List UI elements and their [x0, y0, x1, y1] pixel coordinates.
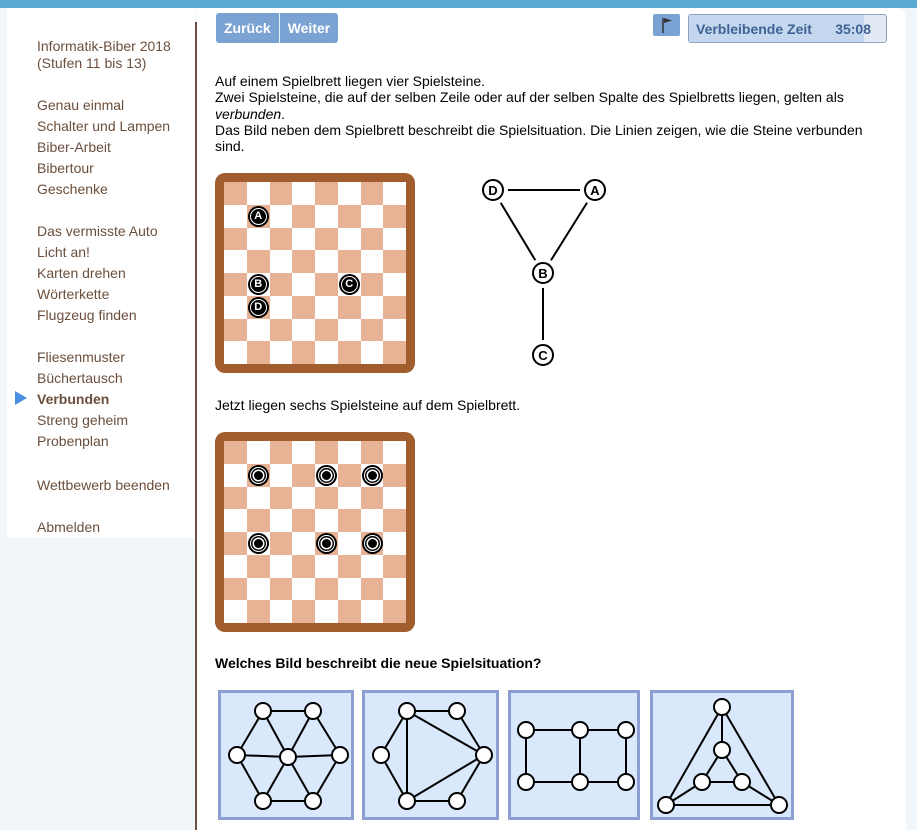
answer-option-4[interactable] [650, 690, 794, 820]
board-cell [383, 250, 406, 273]
board-cell [247, 555, 270, 578]
board-cell [338, 250, 361, 273]
board-cell [383, 487, 406, 510]
board-cell [338, 341, 361, 364]
board-cell [315, 341, 338, 364]
board-cell [315, 250, 338, 273]
board-cell [224, 509, 247, 532]
board-cell [361, 509, 384, 532]
answer-option-3[interactable] [508, 690, 640, 820]
board-cell [270, 578, 293, 601]
board-cell [247, 228, 270, 251]
board-cell [338, 487, 361, 510]
game-piece [318, 467, 335, 484]
game-piece-a: A [250, 208, 267, 225]
board-cell [247, 600, 270, 623]
board-cell [270, 205, 293, 228]
board-cell [224, 250, 247, 273]
intro-line-2-end: . [281, 105, 286, 122]
intro-line-3: Das Bild neben dem Spielbrett beschreibt die Spielsituation. Die Linien zeigen, wie die Steine verbunden sind. [215, 121, 863, 155]
graph-node-b [531, 261, 555, 285]
sidebar-item-streng-geheim[interactable]: Streng geheim [37, 412, 129, 428]
game-piece [318, 535, 335, 552]
board-cell [315, 273, 338, 296]
board-cell [338, 296, 361, 319]
board-cell [338, 600, 361, 623]
game-piece [364, 467, 381, 484]
board-cell [315, 205, 338, 228]
board-cell [247, 441, 270, 464]
board-cell [361, 228, 384, 251]
board-cell [224, 296, 247, 319]
board-cell [247, 509, 270, 532]
board-cell [383, 532, 406, 555]
board-grid [224, 441, 406, 623]
board-cell [270, 555, 293, 578]
board-cell [361, 464, 384, 487]
board-cell [315, 487, 338, 510]
board-cell [361, 250, 384, 273]
sidebar-item-verbunden[interactable]: Verbunden [37, 391, 110, 407]
sidebar-item-schalter-und-lampen[interactable]: Schalter und Lampen [37, 118, 171, 134]
sidebar-item-biber-arbeit[interactable]: Biber-Arbeit [37, 139, 111, 155]
board-cell [292, 319, 315, 342]
board-cell [270, 228, 293, 251]
sidebar-item-büchertausch[interactable]: Büchertausch [37, 370, 123, 386]
board-cell [224, 600, 247, 623]
board-cell [361, 319, 384, 342]
board-cell [383, 182, 406, 205]
board-cell [247, 182, 270, 205]
option-4-graph [653, 693, 797, 823]
board-cell [292, 182, 315, 205]
board-cell [383, 296, 406, 319]
sidebar-item-flugzeug-finden[interactable]: Flugzeug finden [37, 307, 137, 323]
board-cell [270, 441, 293, 464]
now-six-pieces-text: Jetzt liegen sechs Spielsteine auf dem Spielbrett. [215, 397, 521, 413]
board-cell [247, 273, 270, 296]
board-cell [270, 600, 293, 623]
sidebar-item-wettbewerb-beenden[interactable]: Wettbewerb beenden [37, 477, 170, 493]
top-bar [0, 0, 917, 8]
remaining-time-value: 35:08 [835, 21, 871, 37]
board-cell [315, 532, 338, 555]
board-cell [292, 296, 315, 319]
board-cell [270, 273, 293, 296]
board-cell [315, 228, 338, 251]
board-cell [270, 319, 293, 342]
board-cell [224, 273, 247, 296]
game-piece-c: C [341, 276, 358, 293]
board-cell [292, 341, 315, 364]
remaining-time-box [688, 14, 887, 43]
board-cell [383, 341, 406, 364]
game-piece [364, 535, 381, 552]
board-cell [247, 319, 270, 342]
board-cell [224, 205, 247, 228]
active-task-arrow-icon [15, 391, 27, 405]
graph-node-c [531, 343, 555, 367]
board-cell [224, 341, 247, 364]
board-cell [270, 509, 293, 532]
board-cell [383, 441, 406, 464]
board-cell [224, 228, 247, 251]
board-cell [292, 555, 315, 578]
board-cell [338, 578, 361, 601]
intro-line-2-text: Zwei Spielsteine, die auf der selben Zeile oder auf der selben Spalte des Spielbretts liegen, gelten als [215, 89, 844, 106]
board-cell [383, 273, 406, 296]
game-piece-b: B [250, 276, 267, 293]
question-text: Welches Bild beschreibt die neue Spielsituation? [215, 655, 542, 671]
board-cell [270, 487, 293, 510]
intro-line-2 [215, 89, 875, 122]
board-cell [361, 441, 384, 464]
intro-line-1: Auf einem Spielbrett liegen vier Spielsteine. [215, 73, 486, 89]
board-cell [224, 555, 247, 578]
board-cell [383, 578, 406, 601]
board-cell [270, 250, 293, 273]
board-cell [292, 600, 315, 623]
board-cell [292, 441, 315, 464]
board-cell [247, 464, 270, 487]
board-cell [315, 509, 338, 532]
board-cell [315, 296, 338, 319]
task-intro [215, 73, 875, 154]
sidebar-item-bibertour[interactable]: Bibertour [37, 160, 94, 176]
graph-node-a [583, 178, 607, 202]
sidebar-item-licht-an[interactable]: Licht an! [37, 244, 90, 260]
board-cell [315, 319, 338, 342]
board-cell [270, 296, 293, 319]
next-button[interactable]: Weiter [279, 13, 339, 43]
board-cell [338, 182, 361, 205]
board-cell [361, 296, 384, 319]
board-cell [315, 578, 338, 601]
board-cell [361, 555, 384, 578]
game-board-example [215, 173, 415, 373]
game-board-question [215, 432, 415, 632]
board-cell [383, 600, 406, 623]
board-cell [292, 578, 315, 601]
board-cell [361, 600, 384, 623]
board-cell [338, 205, 361, 228]
game-piece-d: D [250, 299, 267, 316]
board-cell [383, 464, 406, 487]
board-cell [224, 487, 247, 510]
board-cell [247, 205, 270, 228]
contest-title [37, 38, 171, 72]
board-cell [270, 464, 293, 487]
board-cell [224, 464, 247, 487]
graph-node-c-label: C [538, 348, 548, 363]
board-cell [315, 464, 338, 487]
board-cell [247, 487, 270, 510]
board-cell [292, 228, 315, 251]
board-grid [224, 182, 406, 364]
board-cell [338, 509, 361, 532]
board-cell [338, 464, 361, 487]
intro-line-2-emphasis: verbunden [215, 105, 282, 122]
game-piece [250, 467, 267, 484]
remaining-time-label: Verbleibende Zeit [696, 21, 812, 37]
example-graph [470, 170, 620, 380]
board-cell [361, 273, 384, 296]
board-cell [338, 228, 361, 251]
board-cell [361, 487, 384, 510]
graph-node-d-label: D [488, 183, 498, 198]
option-2-graph [365, 693, 502, 823]
board-cell [224, 319, 247, 342]
board-cell [292, 273, 315, 296]
board-cell [315, 600, 338, 623]
sidebar-item-wörterkette[interactable]: Wörterkette [37, 286, 110, 302]
board-cell [338, 273, 361, 296]
board-cell [224, 441, 247, 464]
board-cell [224, 182, 247, 205]
board-cell [338, 555, 361, 578]
board-cell [224, 532, 247, 555]
board-cell [315, 441, 338, 464]
board-cell [224, 578, 247, 601]
board-cell [292, 509, 315, 532]
graph-node-a-label: A [590, 183, 600, 198]
answer-option-2[interactable] [362, 690, 499, 820]
sidebar-item-fliesenmuster[interactable]: Fliesenmuster [37, 349, 125, 365]
flag-button[interactable] [653, 14, 680, 36]
board-cell [383, 509, 406, 532]
option-1-graph [221, 693, 357, 823]
board-cell [383, 205, 406, 228]
graph-node-d [481, 178, 505, 202]
board-cell [270, 532, 293, 555]
back-button[interactable]: Zurück [224, 20, 271, 36]
flag-icon [653, 14, 680, 36]
board-cell [383, 228, 406, 251]
graph-node-b-label: B [538, 266, 548, 281]
option-3-graph [511, 693, 643, 823]
sidebar-item-probenplan[interactable]: Probenplan [37, 433, 109, 449]
board-cell [247, 532, 270, 555]
board-cell [315, 555, 338, 578]
contest-title-line1: Informatik-Biber 2018 [37, 38, 171, 54]
board-cell [292, 487, 315, 510]
board-cell [247, 578, 270, 601]
board-cell [247, 296, 270, 319]
sidebar-item-das-vermisste-auto[interactable]: Das vermisste Auto [37, 223, 158, 239]
board-cell [361, 205, 384, 228]
board-cell [270, 341, 293, 364]
board-cell [338, 319, 361, 342]
board-cell [338, 441, 361, 464]
sidebar-item-geschenke[interactable]: Geschenke [37, 181, 108, 197]
sidebar-item-genau-einmal[interactable]: Genau einmal [37, 97, 125, 113]
board-cell [270, 182, 293, 205]
board-cell [292, 205, 315, 228]
board-cell [247, 250, 270, 273]
navigation-buttons [216, 13, 338, 43]
contest-title-line2: (Stufen 11 bis 13) [37, 55, 147, 71]
answer-option-1[interactable] [218, 690, 354, 820]
board-cell [361, 182, 384, 205]
sidebar-item-karten-drehen[interactable]: Karten drehen [37, 265, 126, 281]
board-cell [383, 319, 406, 342]
sidebar-divider [195, 22, 197, 830]
board-cell [292, 532, 315, 555]
board-cell [247, 341, 270, 364]
board-cell [361, 578, 384, 601]
board-cell [361, 532, 384, 555]
board-cell [361, 341, 384, 364]
board-cell [338, 532, 361, 555]
board-cell [292, 250, 315, 273]
board-cell [383, 555, 406, 578]
game-piece [250, 535, 267, 552]
sidebar-item-abmelden[interactable]: Abmelden [37, 519, 101, 535]
board-cell [292, 464, 315, 487]
board-cell [315, 182, 338, 205]
